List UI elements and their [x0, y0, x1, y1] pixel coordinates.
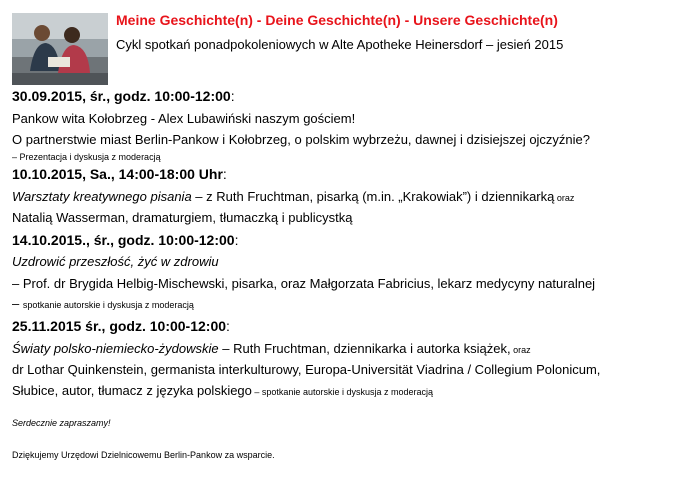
event-4-title: Światy polsko-niemiecko-żydowskie – Ruth Fruchtman, dziennikarka i autorka książek, oraz [12, 341, 531, 356]
event-1-description: O partnerstwie miast Berlin-Pankow i Kołobrzeg, o polskim wybrzeżu, dawnej i dzisiejszej ojczyźnie? [12, 132, 591, 147]
event-3-description: – Prof. dr Brygida Helbig-Mischewski, pisarka, oraz Małgorzata Fabricius, lekarz medycyny naturalnej [12, 276, 596, 291]
event-2-title: Warsztaty kreatywnego pisania – z Ruth Fruchtman, pisarką (m.in. „Krakowiak”) i dziennikarką oraz [12, 189, 575, 204]
event-1-title: Pankow wita Kołobrzeg - Alex Lubawiński naszym gościem! [12, 111, 356, 126]
event-4-description-cont: Słubice, autor, tłumacz z języka polskiego – spotkanie autorskie i dyskusja z moderacją [12, 383, 433, 398]
event-4-date: 25.11.2015 śr., godz. 10:00-12:00: [12, 318, 230, 334]
page-subtitle: Cykl spotkań ponadpokoleniowych w Alte Apotheke Heinersdorf – jesień 2015 [116, 37, 564, 52]
event-1-note: – Prezentacja i dyskusja z moderacją [12, 152, 161, 162]
event-2-description: Natalią Wasserman, dramaturgiem, tłumaczką i publicystką [12, 210, 353, 225]
photo-two-people-reading [12, 13, 108, 85]
event-3-title: Uzdrowić przeszłość, żyć w zdrowiu [12, 254, 219, 269]
event-3-note: – spotkanie autorskie i dyskusja z moderacją [12, 296, 194, 311]
invitation-text: Serdecznie zapraszamy! [12, 418, 111, 428]
event-4-description: dr Lothar Quinkenstein, germanista interkulturowy, Europa-Universität Viadrina / Collegium Polonicum, [12, 362, 601, 377]
event-2-date: 10.10.2015, Sa., 14:00-18:00 Uhr: [12, 166, 227, 182]
event-1-date: 30.09.2015, śr., godz. 10:00-12:00: [12, 88, 235, 104]
thanks-text: Dziękujemy Urzędowi Dzielnicowemu Berlin-Pankow za wsparcie. [12, 450, 275, 460]
header-photo [12, 13, 108, 85]
page-title: Meine Geschichte(n) - Deine Geschichte(n) - Unsere Geschichte(n) [116, 12, 558, 28]
event-3-date: 14.10.2015., śr., godz. 10:00-12:00: [12, 232, 239, 248]
